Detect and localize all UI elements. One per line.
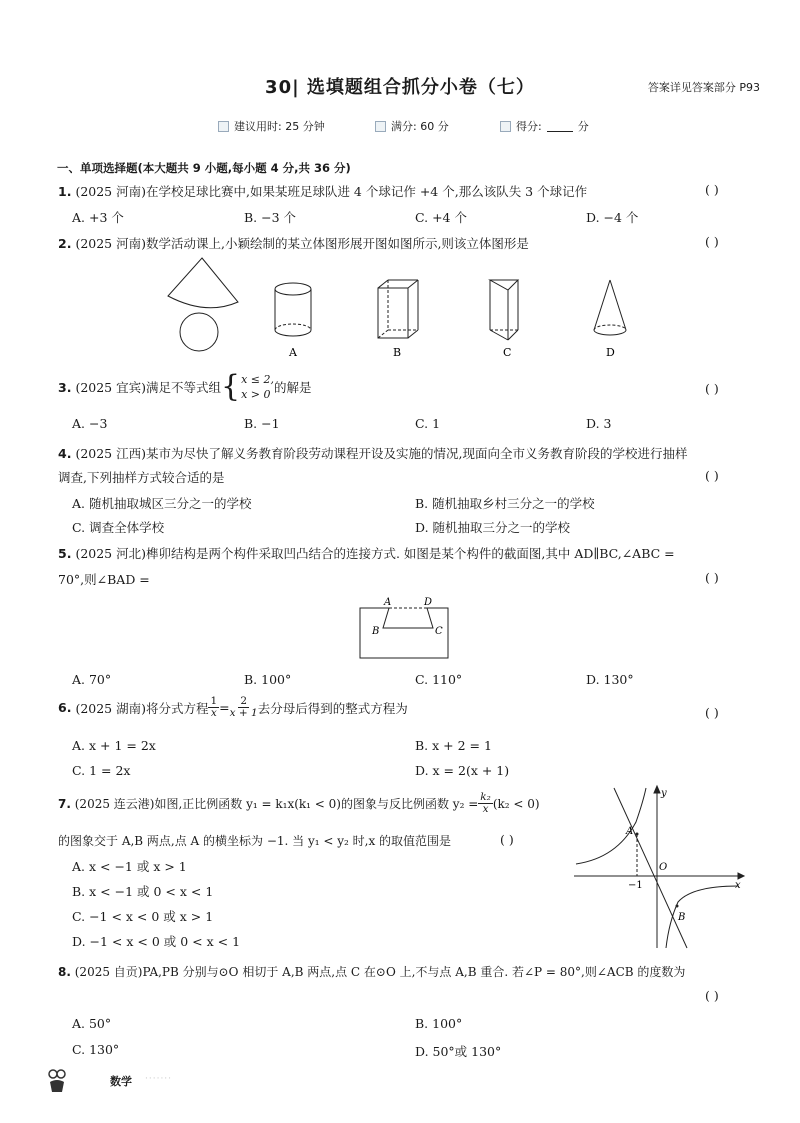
full-score-info: 满分: 60 分 bbox=[375, 118, 449, 134]
score-blank[interactable] bbox=[547, 120, 573, 132]
time-info: 建议用时: 25 分钟 bbox=[218, 118, 325, 134]
q5-option-b[interactable]: B. 100° bbox=[244, 672, 292, 687]
q7-option-a[interactable]: A. x < −1 或 x > 1 bbox=[72, 859, 187, 874]
footer-dots: ······· bbox=[145, 1074, 173, 1084]
section-heading: 一、单项选择题(本大题共 9 小题,每小题 4 分,共 36 分) bbox=[57, 161, 351, 175]
question-5-line2: 70°,则∠BAD = bbox=[58, 572, 150, 587]
question-5: 5. (2025 河北)榫卯结构是两个构件采取凹凸结合的连接方式. 如图是某个构件的截面图,其中 AD∥BC,∠ABC = bbox=[58, 546, 675, 561]
answer-paren[interactable]: ( ) bbox=[705, 381, 719, 396]
answer-paren[interactable]: ( ) bbox=[705, 182, 719, 197]
question-4-line2: 调查,下列抽样方式较合适的是 bbox=[58, 470, 225, 485]
clock-icon bbox=[218, 121, 229, 132]
x-axis-label: x bbox=[735, 880, 741, 891]
q6-option-a[interactable]: A. x + 1 = 2x bbox=[72, 738, 156, 753]
question-2: 2. (2025 河南)数学活动课上,小颖绘制的某立体图形展开图如图所示,则该立体图形是 bbox=[58, 236, 529, 251]
q7-option-c[interactable]: C. −1 < x < 0 或 x > 1 bbox=[72, 909, 214, 924]
score-icon bbox=[375, 121, 386, 132]
question-7: 7. (2025 连云港)如图,正比例函数 y₁ = k₁x(k₁ < 0)的图象与反比例函数 y₂ = $\frac{\text{k₂}}{x}$ (k₂ < 0) bbox=[58, 791, 540, 815]
got-score-info: 得分: 分 bbox=[500, 118, 589, 134]
question-1: 1. (2025 河南)在学校足球比赛中,如果某班足球队进 4 个球记作 +4 个,那么该队失 3 个球记作 bbox=[58, 184, 588, 199]
q5-option-a[interactable]: A. 70° bbox=[72, 672, 112, 687]
brace-icon: { bbox=[220, 369, 241, 404]
origin-label: O bbox=[659, 862, 668, 873]
q6-option-c[interactable]: C. 1 = 2x bbox=[72, 763, 131, 778]
answer-paren[interactable]: ( ) bbox=[705, 988, 719, 1003]
q8-option-b[interactable]: B. 100° bbox=[415, 1016, 463, 1031]
line-y1 bbox=[614, 788, 687, 948]
point-b-label: B bbox=[372, 626, 380, 637]
q5-option-c[interactable]: C. 110° bbox=[415, 672, 463, 687]
y-axis-arrow-icon bbox=[654, 786, 660, 793]
x-axis-arrow-icon bbox=[738, 873, 744, 879]
point-d-label: D bbox=[424, 597, 433, 608]
q7-option-b[interactable]: B. x < −1 或 0 < x < 1 bbox=[72, 884, 214, 899]
answer-paren[interactable]: ( ) bbox=[705, 705, 719, 720]
fraction-2-over-x-plus-1: $\frac{2}{x + 1}$ bbox=[229, 695, 258, 719]
q8-option-c[interactable]: C. 130° bbox=[72, 1042, 120, 1057]
fig-label-a: A bbox=[289, 346, 297, 359]
q8-option-d[interactable]: D. 50°或 130° bbox=[415, 1044, 502, 1059]
q7-option-d[interactable]: D. −1 < x < 0 或 0 < x < 1 bbox=[72, 934, 241, 949]
q3-option-d[interactable]: D. 3 bbox=[586, 416, 612, 431]
q2-figures bbox=[150, 252, 650, 362]
q3-option-c[interactable]: C. 1 bbox=[415, 416, 441, 431]
point-c-label: C bbox=[435, 626, 443, 637]
q8-option-a[interactable]: A. 50° bbox=[72, 1016, 112, 1031]
q1-option-a[interactable]: A. +3 个 bbox=[72, 210, 124, 225]
answer-paren[interactable]: ( ) bbox=[500, 832, 514, 847]
mascot-icon bbox=[46, 1068, 68, 1094]
point-a-label: A bbox=[384, 597, 392, 608]
question-4: 4. (2025 江西)某市为尽快了解义务教育阶段劳动课程开设及实施的情况,现面向全市义务教育阶段的学校进行抽样 bbox=[58, 446, 688, 461]
q5-option-d[interactable]: D. 130° bbox=[586, 672, 634, 687]
q4-option-d[interactable]: D. 随机抽取三分之一的学校 bbox=[415, 520, 571, 535]
fraction-1-over-x: $\frac{1}{x}$ bbox=[210, 695, 218, 719]
hyperbola-right bbox=[666, 886, 738, 948]
point-b-label: B bbox=[678, 912, 686, 923]
question-7-line2: 的图象交于 A,B 两点,点 A 的横坐标为 −1. 当 y₁ < y₂ 时,x 的取值范围是 bbox=[58, 834, 452, 848]
page-title: 30| 选填题组合抓分小卷（七） bbox=[265, 77, 535, 98]
q5-figure bbox=[355, 594, 455, 664]
q1-option-c[interactable]: C. +4 个 bbox=[415, 210, 467, 225]
answer-paren[interactable]: ( ) bbox=[705, 570, 719, 585]
q3-option-b[interactable]: B. −1 bbox=[244, 416, 280, 431]
q6-option-b[interactable]: B. x + 2 = 1 bbox=[415, 738, 492, 753]
pen-icon bbox=[500, 121, 511, 132]
y-axis-label: y bbox=[661, 788, 667, 799]
answer-paren[interactable]: ( ) bbox=[705, 468, 719, 483]
q6-option-d[interactable]: D. x = 2(x + 1) bbox=[415, 763, 510, 778]
prism-figure bbox=[490, 280, 518, 340]
cylinder-figure bbox=[275, 283, 311, 336]
point-a-label: A bbox=[626, 826, 634, 837]
answer-paren[interactable]: ( ) bbox=[705, 234, 719, 249]
q4-option-a[interactable]: A. 随机抽取城区三分之一的学校 bbox=[72, 496, 252, 511]
q7-graph bbox=[572, 782, 752, 952]
question-3: 3. (2025 宜宾)满足不等式组 { x ≤ 2, x > 0 的解是 bbox=[58, 369, 312, 404]
fig-label-b: B bbox=[393, 346, 402, 359]
fig-label-c: C bbox=[503, 346, 512, 359]
subject-label: 数学 bbox=[110, 1075, 132, 1088]
net-figure bbox=[168, 258, 238, 351]
inequality-system: { x ≤ 2, x > 0 bbox=[220, 369, 274, 404]
fig-label-d: D bbox=[606, 346, 615, 359]
q1-option-b[interactable]: B. −3 个 bbox=[244, 210, 297, 225]
cuboid-figure bbox=[378, 280, 418, 338]
hyperbola-left bbox=[576, 788, 646, 864]
question-6: 6. (2025 湖南)将分式方程 $\frac{1}{x}$ = $\frac{2}{x + 1}$ 去分母后得到的整式方程为 bbox=[58, 695, 408, 719]
q4-option-b[interactable]: B. 随机抽取乡村三分之一的学校 bbox=[415, 496, 595, 511]
question-8: 8. (2025 自贡)PA,PB 分别与⊙O 相切于 A,B 两点,点 C 在⊙O 上,不与点 A,B 重合. 若∠P = 80°,则∠ACB 的度数为 bbox=[58, 965, 686, 979]
fraction-k2-over-x: $\frac{\text{k₂}}{x}$ bbox=[480, 791, 491, 815]
answer-reference: 答案详见答案部分 P93 bbox=[647, 81, 760, 94]
point-a bbox=[636, 833, 639, 836]
cone-figure bbox=[594, 280, 626, 335]
neg-one-label: −1 bbox=[628, 880, 643, 891]
q3-option-a[interactable]: A. −3 bbox=[72, 416, 108, 431]
q1-option-d[interactable]: D. −4 个 bbox=[586, 210, 639, 225]
point-b bbox=[676, 905, 679, 908]
q4-option-c[interactable]: C. 调查全体学校 bbox=[72, 520, 165, 535]
